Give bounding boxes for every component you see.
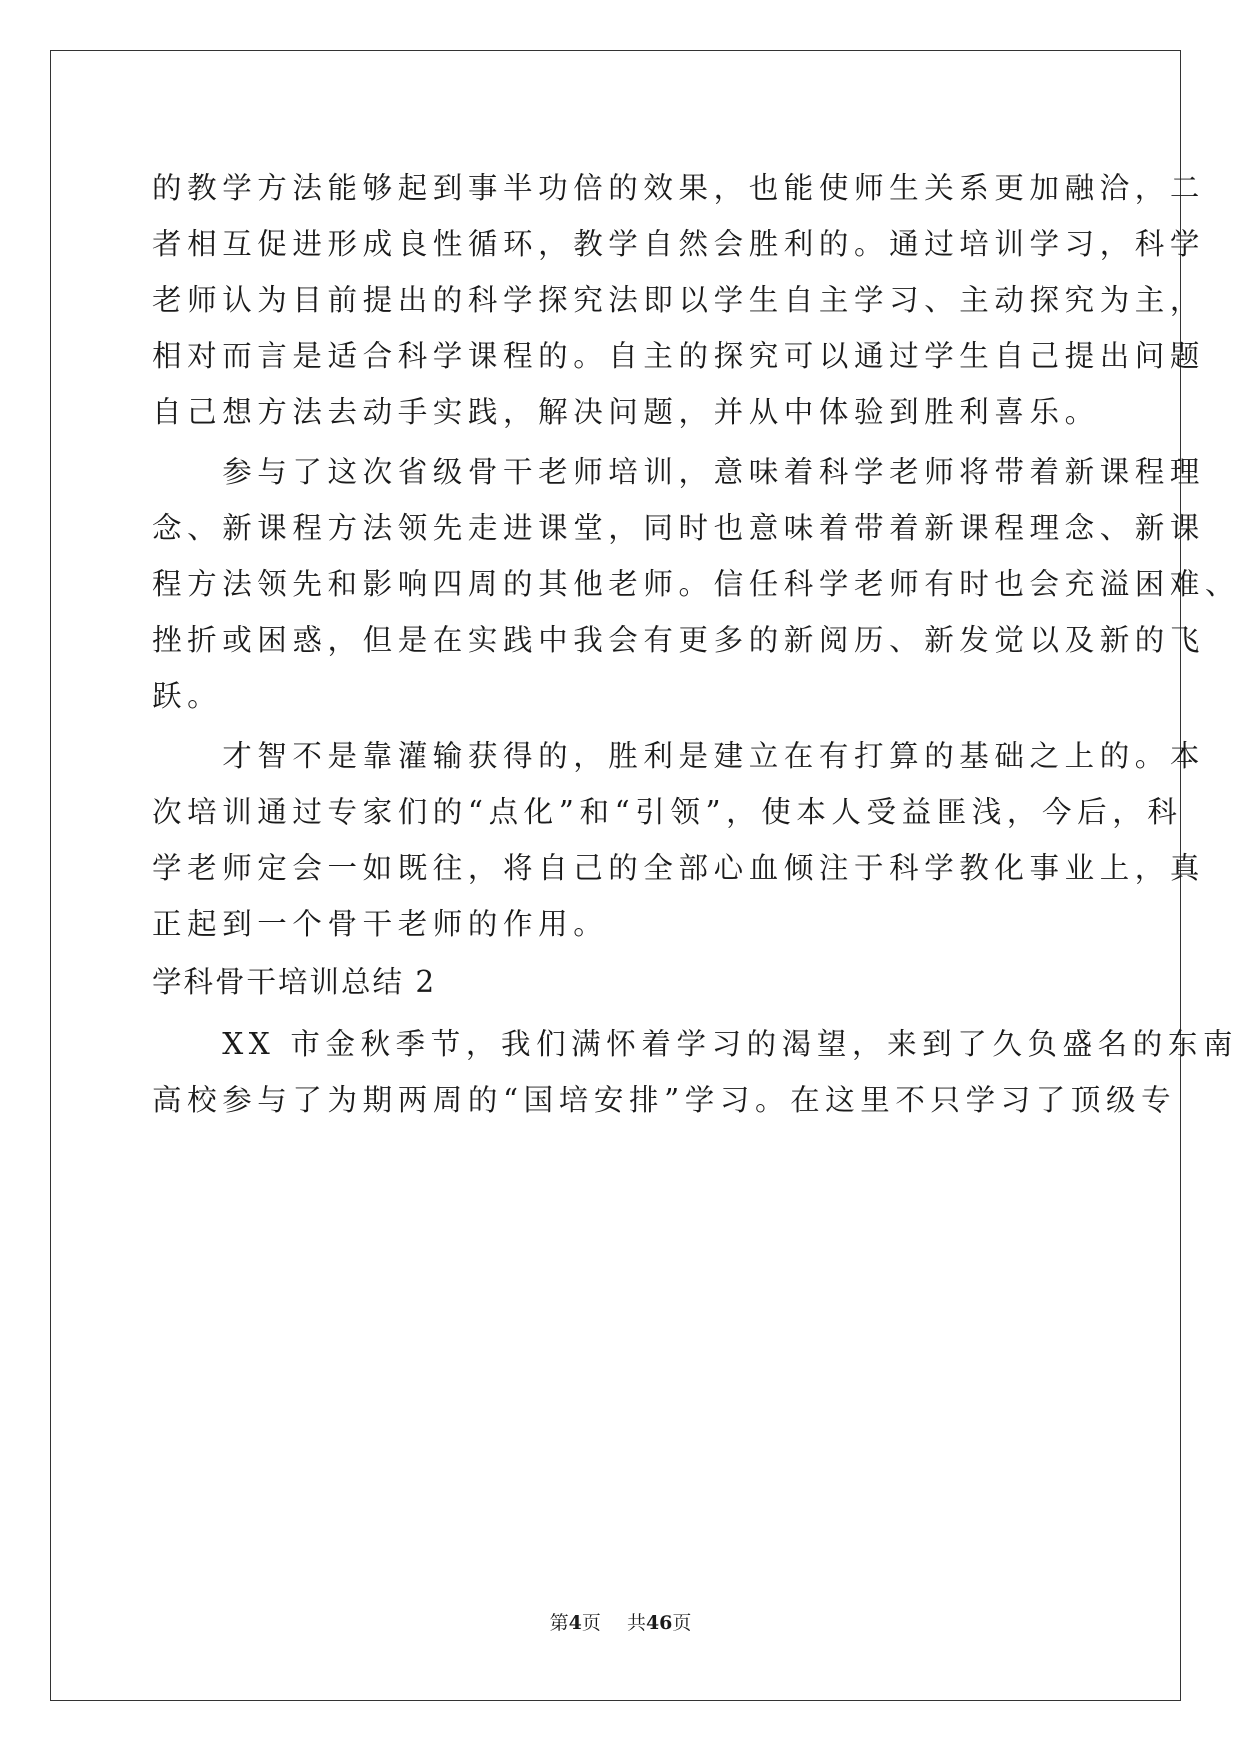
body-line: 相对而言是适合科学课程的。自主的探究可以通过学生自己提出问题	[152, 339, 1206, 373]
body-line: 念、新课程方法领先走进课堂，同时也意味着带着新课程理念、新课	[152, 511, 1206, 545]
total-pages: 46	[645, 1612, 673, 1634]
page-number: 4	[568, 1612, 582, 1634]
body-line: 才智不是靠灌输获得的，胜利是建立在有打算的基础之上的。本	[152, 739, 1206, 773]
body-line: 次培训通过专家们的“点化”和“引领”，使本人受益匪浅，今后，科	[152, 795, 1183, 829]
body-line: 者相互促进形成良性循环，教学自然会胜利的。通过培训学习，科学	[152, 227, 1206, 261]
body-line: 学老师定会一如既往，将自己的全部心血倾注于科学教化事业上，真	[152, 851, 1206, 885]
footer-total-suffix: 页	[672, 1612, 692, 1634]
body-line: XX 市金秋季节，我们满怀着学习的渴望，来到了久负盛名的东南	[152, 1027, 1239, 1061]
body-line: 挫折或困惑，但是在实践中我会有更多的新阅历、新发觉以及新的飞	[152, 623, 1206, 657]
body-line: 跃。	[152, 679, 223, 713]
page-footer	[0, 1610, 1241, 1636]
body-line: 老师认为目前提出的科学探究法即以学生自主学习、主动探究为主，	[152, 283, 1206, 317]
section-heading: 学科骨干培训总结 2	[152, 965, 437, 999]
footer-prefix: 第	[549, 1612, 569, 1634]
footer-total-prefix: 共	[626, 1612, 646, 1634]
body-line: 高校参与了为期两周的“国培安排”学习。在这里不只学习了顶级专	[152, 1083, 1177, 1117]
body-line: 的教学方法能够起到事半功倍的效果，也能使师生关系更加融洽，二	[152, 171, 1206, 205]
footer-page-suffix: 页	[581, 1612, 601, 1634]
body-line: 自己想方法去动手实践，解决问题，并从中体验到胜利喜乐。	[152, 395, 1100, 429]
body-line: 程方法领先和影响四周的其他老师。信任科学老师有时也会充溢困难、	[152, 567, 1241, 601]
body-line: 正起到一个骨干老师的作用。	[152, 907, 609, 941]
body-line: 参与了这次省级骨干老师培训，意味着科学老师将带着新课程理	[152, 455, 1206, 489]
